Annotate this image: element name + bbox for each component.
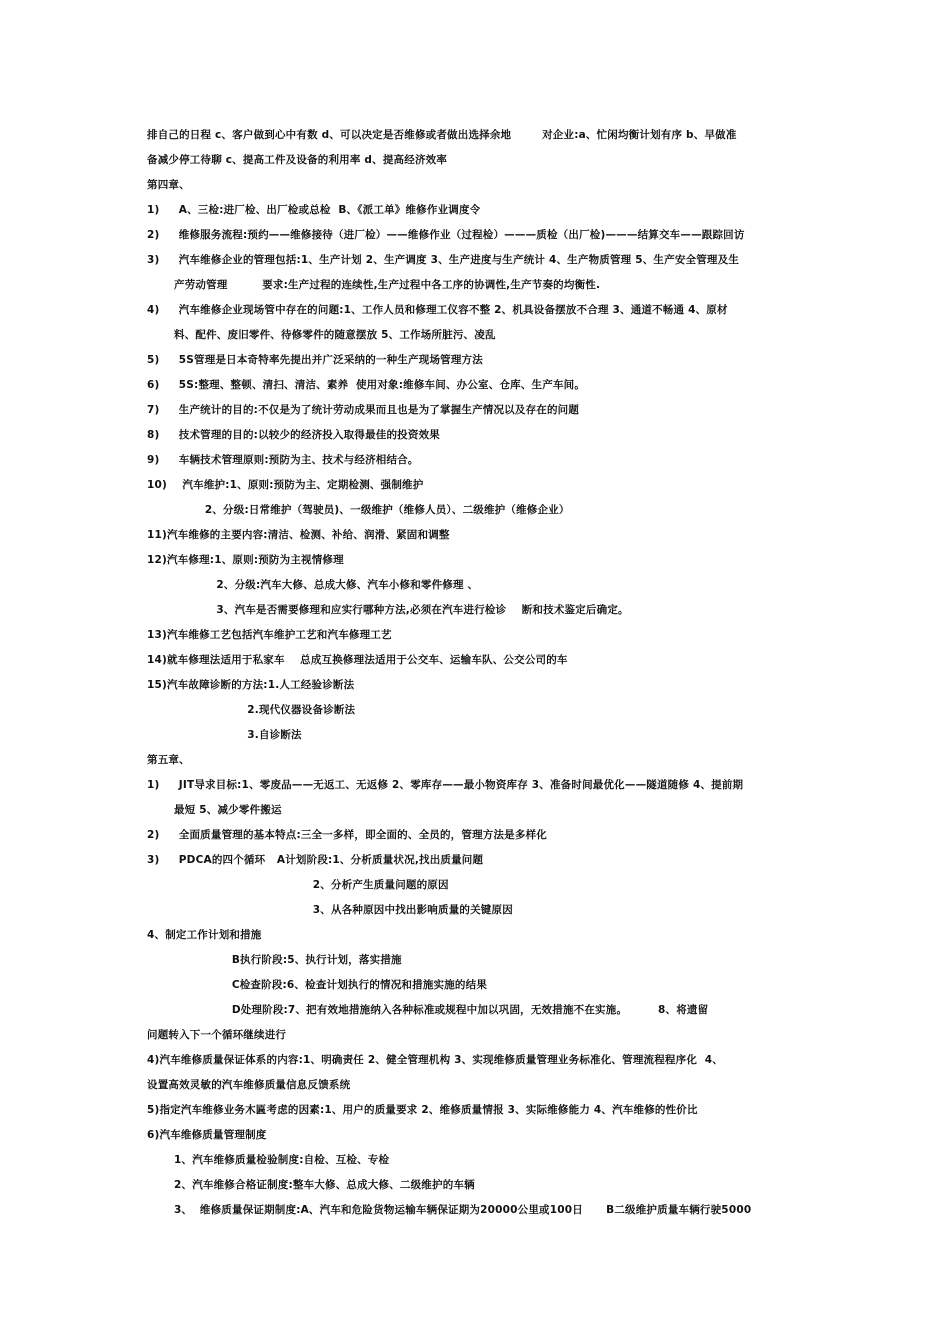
text-line: 15)汽车故障诊断的方法:1.人工经验诊断法 bbox=[147, 679, 355, 691]
text-line: 设置高效灵敏的汽车维修质量信息反馈系统 bbox=[147, 1079, 351, 1091]
text-line: B执行阶段:5、执行计划，落实措施 bbox=[147, 954, 402, 966]
text-line: D处理阶段:7、把有效地措施纳入各种标准或规程中加以巩固，无效措施不在实施。 8、将遗留 bbox=[147, 1004, 709, 1016]
text-line: 料、配件、废旧零件、待修零件的随意摆放 5、工作场所脏污、凌乱 bbox=[147, 329, 496, 341]
text-line: 5)指定汽车维修业务木匾考虑的因素:1、用户的质量要求 2、维修质量情报 3、实际维修能力 4、汽车维修的性价比 bbox=[147, 1104, 698, 1116]
text-line: 6)汽车维修质量管理制度 bbox=[147, 1129, 267, 1141]
text-line: 问题转入下一个循环继续进行 bbox=[147, 1029, 287, 1041]
text-line: 3) 汽车维修企业的管理包括:1、生产计划 2、生产调度 3、生产进度与生产统计 4、生产物质管理 5、生产安全管理及生 bbox=[147, 254, 740, 266]
text-line: 最短 5、减少零件搬运 bbox=[147, 804, 282, 816]
text-line: 3.自诊断法 bbox=[147, 729, 302, 741]
text-line: 12)汽车修理:1、原则:预防为主视情修理 bbox=[147, 554, 344, 566]
text-line: 2、分析产生质量问题的原因 bbox=[147, 879, 449, 891]
text-line: 1) A、三检:进厂检、出厂检或总检 B、《派工单》维修作业调度令 bbox=[147, 204, 481, 216]
text-line: 排自己的日程 c、客户做到心中有数 d、可以决定是否维修或者做出选择余地 对企业:a、忙闲均衡计划有序 b、早做准 bbox=[147, 129, 737, 141]
text-line: 5) 5S管理是日本奇特率先提出并广泛采纳的一种生产现场管理方法 bbox=[147, 354, 483, 366]
text-line: 3) PDCA的四个循环 A计划阶段:1、分析质量状况,找出质量问题 bbox=[147, 854, 484, 866]
text-line: 2) 维修服务流程:预约——维修接待（进厂检）——维修作业（过程检）———质检（出厂检)———结算交车——跟踪回访 bbox=[147, 229, 745, 241]
text-line: 7) 生产统计的目的:不仅是为了统计劳动成果而且也是为了掌握生产情况以及存在的问题 bbox=[147, 404, 580, 416]
text-line: 14)就车修理法适用于私家车 总成互换修理法适用于公交车、运输车队、公交公司的车 bbox=[147, 654, 568, 666]
text-line: 2.现代仪器设备诊断法 bbox=[147, 704, 356, 716]
text-line: 3、从各种原因中找出影响质量的关键原因 bbox=[147, 904, 513, 916]
chapter-heading: 第四章、 bbox=[147, 179, 190, 191]
text-line: 1) JIT导求目标:1、零废品——无返工、无返修 2、零库存——最小物资库存 3、准备时间最优化——隧道随修 4、提前期 bbox=[147, 779, 744, 791]
chapter-heading: 第五章、 bbox=[147, 754, 190, 766]
text-line: 2) 全面质量管理的基本特点:三全一多样，即全面的、全员的，管理方法是多样化 bbox=[147, 829, 547, 841]
text-line: C检查阶段:6、检查计划执行的情况和措施实施的结果 bbox=[147, 979, 488, 991]
text-line: 产劳动管理 要求:生产过程的连续性,生产过程中各工序的协调性,生产节奏的均衡性. bbox=[147, 279, 601, 291]
text-line: 4)汽车维修质量保证体系的内容:1、明确责任 2、健全管理机构 3、实现维修质量管理业务标准化、管理流程程序化 4、 bbox=[147, 1054, 723, 1066]
text-line: 1、汽车维修质量检验制度:自检、互检、专检 bbox=[147, 1154, 390, 1166]
text-line: 4) 汽车维修企业现场管中存在的问题:1、工作人员和修理工仪容不整 2、机具设备摆放不合理 3、通道不畅通 4、原材 bbox=[147, 304, 728, 316]
text-line: 6) 5S:整理、整顿、清扫、清洁、素养 使用对象:维修车间、办公室、仓库、生产车间。 bbox=[147, 379, 586, 391]
text-line: 3、 维修质量保证期制度:A、汽车和危险货物运输车辆保证期为20000公里或100日 B二级维护质量车辆行驶5000 bbox=[147, 1204, 752, 1216]
text-line: 2、分级:日常维护（驾驶员)、一级维护（维修人员）、二级维护（维修企业） bbox=[147, 504, 570, 516]
text-line: 3、汽车是否需要修理和应实行哪种方法,必须在汽车进行检诊 断和技术鉴定后确定。 bbox=[147, 604, 629, 616]
text-line: 2、分级:汽车大修、总成大修、汽车小修和零件修理 、 bbox=[147, 579, 479, 591]
text-line: 备减少停工待聊 c、提高工件及设备的利用率 d、提高经济效率 bbox=[147, 154, 448, 166]
text-line: 13)汽车维修工艺包括汽车维护工艺和汽车修理工艺 bbox=[147, 629, 392, 641]
text-line: 2、汽车维修合格证制度:整车大修、总成大修、二级维护的车辆 bbox=[147, 1179, 475, 1191]
text-line: 9) 车辆技术管理原则:预防为主、技术与经济相结合。 bbox=[147, 454, 419, 466]
text-line: 10) 汽车维护:1、原则:预防为主、定期检测、强制维护 bbox=[147, 479, 424, 491]
text-line: 11)汽车维修的主要内容:清洁、检测、补给、润滑、紧固和调整 bbox=[147, 529, 450, 541]
text-line: 8) 技术管理的目的:以较少的经济投入取得最佳的投资效果 bbox=[147, 429, 440, 441]
text-line: 4、制定工作计划和措施 bbox=[147, 929, 262, 941]
